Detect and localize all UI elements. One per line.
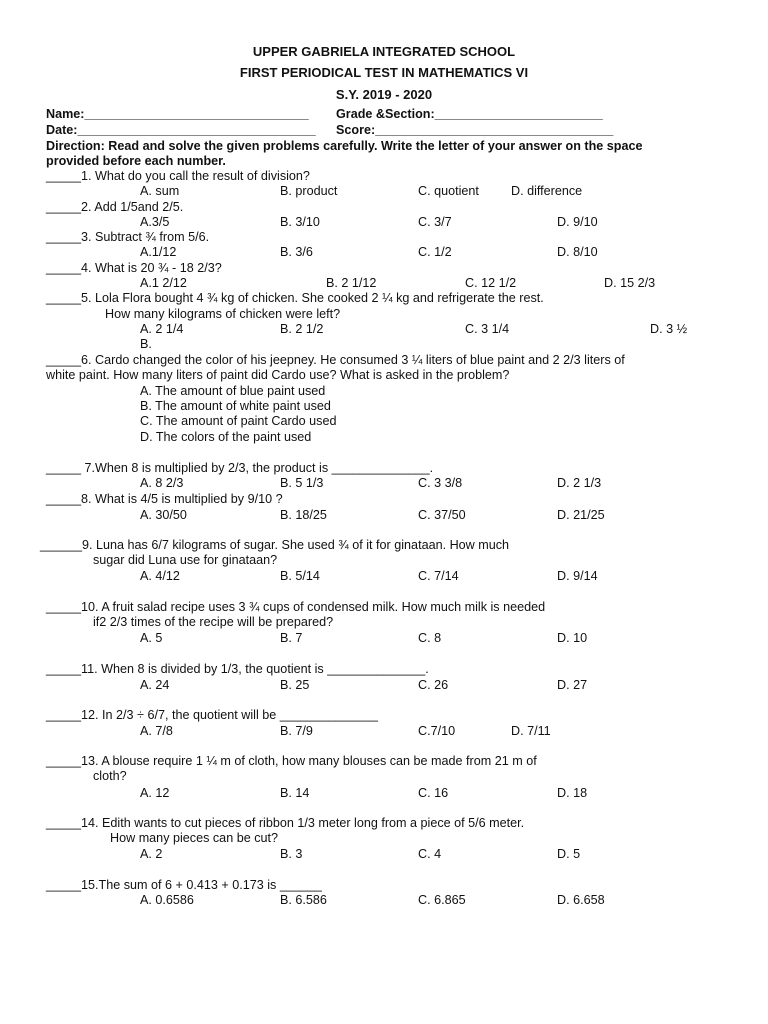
q1-option-a: A. sum: [140, 184, 180, 198]
q8-option-a: A. 30/50: [140, 508, 187, 522]
q3-option-b: B. 3/6: [280, 245, 313, 259]
q8-option-b: B. 18/25: [280, 508, 327, 522]
q10-option-b: B. 7: [280, 631, 303, 645]
q5-option-a: A. 2 1/4: [140, 322, 184, 336]
question-8: _____8. What is 4/5 is multiplied by 9/10 ?: [46, 492, 283, 506]
q13-option-b: B. 14: [280, 786, 310, 800]
q12-option-c: C.7/10: [418, 724, 456, 738]
q5-option-c: C. 3 1/4: [465, 322, 510, 336]
date-field: Date:__________________________________: [46, 123, 316, 137]
question-10: _____10. A fruit salad recipe uses 3 ¾ cups of condensed milk. How much milk is needed: [46, 600, 546, 614]
q14-option-d: D. 5: [557, 847, 581, 861]
question-14: _____14. Edith wants to cut pieces of ribbon 1/3 meter long from a piece of 5/6 meter.: [46, 816, 525, 830]
q1-option-c: C. quotient: [418, 184, 479, 198]
q4-option-b: B. 2 1/12: [326, 276, 377, 290]
q6-option-c: C. The amount of paint Cardo used: [140, 414, 337, 428]
q3-option-a: A.1/12: [140, 245, 177, 259]
question-14-line-2: How many pieces can be cut?: [110, 831, 279, 845]
q8-option-c: C. 37/50: [418, 508, 466, 522]
question-12: _____12. In 2/3 ÷ 6/7, the quotient will be ______________: [46, 708, 378, 722]
q12-option-b: B. 7/9: [280, 724, 313, 738]
q11-option-b: B. 25: [280, 678, 310, 692]
score-field: Score:__________________________________: [336, 123, 614, 137]
question-3: _____3. Subtract ¾ from 5/6.: [46, 230, 210, 244]
q4-option-a: A.1 2/12: [140, 276, 187, 290]
q7-option-b: B. 5 1/3: [280, 476, 324, 490]
grade-section-field: Grade &Section:________________________: [336, 107, 603, 121]
question-9: ______9. Luna has 6/7 kilograms of sugar. She used ¾ of it for ginataan. How much: [40, 538, 510, 552]
question-11: _____11. When 8 is divided by 1/3, the quotient is ______________.: [46, 662, 429, 676]
q15-option-a: A. 0.6586: [140, 893, 194, 907]
school-name: UPPER GABRIELA INTEGRATED SCHOOL: [252, 44, 516, 59]
q3-option-c: C. 1/2: [418, 245, 452, 259]
question-13-line-2: cloth?: [93, 769, 127, 783]
q2-option-b: B. 3/10: [280, 215, 320, 229]
q5-option-d: D. 3 ½: [650, 322, 688, 336]
question-10-line-2: if2 2/3 times of the recipe will be prepared?: [93, 615, 334, 629]
q10-option-d: D. 10: [557, 631, 588, 645]
q9-option-c: C. 7/14: [418, 569, 459, 583]
direction-line-2: provided before each number.: [46, 154, 226, 168]
q7-option-d: D. 2 1/3: [557, 476, 602, 490]
question-5: _____5. Lola Flora bought 4 ¾ kg of chicken. She cooked 2 ¼ kg and refrigerate the rest.: [46, 291, 544, 305]
question-15: _____15.The sum of 6 + 0.413 + 0.173 is ______: [46, 878, 322, 892]
q10-option-a: A. 5: [140, 631, 163, 645]
q5-extra-b: B.: [140, 337, 152, 351]
question-9-line-2: sugar did Luna use for ginataan?: [93, 553, 278, 567]
q7-option-c: C. 3 3/8: [418, 476, 463, 490]
q11-option-a: A. 24: [140, 678, 170, 692]
q1-option-d: D. difference: [511, 184, 583, 198]
q11-option-d: D. 27: [557, 678, 588, 692]
question-6-line-2: white paint. How many liters of paint did Cardo use? What is asked in the problem?: [46, 368, 510, 382]
direction-line-1: Direction: Read and solve the given problems carefully. Write the letter of your answer on the space: [46, 139, 643, 153]
q13-option-a: A. 12: [140, 786, 170, 800]
q3-option-d: D. 8/10: [557, 245, 598, 259]
name-field: Name:________________________________: [46, 107, 309, 121]
q6-option-a: A. The amount of blue paint used: [140, 384, 326, 398]
school-year: S.Y. 2019 - 2020: [335, 87, 433, 102]
q6-option-d: D. The colors of the paint used: [140, 430, 312, 444]
q11-option-c: C. 26: [418, 678, 449, 692]
q15-option-c: C. 6.865: [418, 893, 466, 907]
q15-option-d: D. 6.658: [557, 893, 605, 907]
q14-option-a: A. 2: [140, 847, 163, 861]
question-1: _____1. What do you call the result of division?: [46, 169, 310, 183]
q4-option-c: C. 12 1/2: [465, 276, 517, 290]
test-title: FIRST PERIODICAL TEST IN MATHEMATICS VI: [239, 65, 529, 80]
question-13: _____13. A blouse require 1 ¼ m of cloth, how many blouses can be made from 21 m of: [46, 754, 537, 768]
question-2: _____2. Add 1/5and 2/5.: [46, 200, 184, 214]
q14-option-c: C. 4: [418, 847, 442, 861]
q9-option-d: D. 9/14: [557, 569, 598, 583]
question-5-line-2: How many kilograms of chicken were left?: [105, 307, 341, 321]
q1-option-b: B. product: [280, 184, 338, 198]
q5-option-b: B. 2 1/2: [280, 322, 324, 336]
q7-option-a: A. 8 2/3: [140, 476, 184, 490]
question-6: _____6. Cardo changed the color of his jeepney. He consumed 3 ¼ liters of blue paint and 2 2/3 liters of: [46, 353, 625, 367]
q8-option-d: D. 21/25: [557, 508, 605, 522]
question-4: _____4. What is 20 ¾ - 18 2/3?: [46, 261, 222, 275]
q2-option-a: A.3/5: [140, 215, 170, 229]
q13-option-d: D. 18: [557, 786, 588, 800]
q15-option-b: B. 6.586: [280, 893, 327, 907]
q2-option-c: C. 3/7: [418, 215, 452, 229]
q10-option-c: C. 8: [418, 631, 442, 645]
q4-option-d: D. 15 2/3: [604, 276, 656, 290]
question-7: _____ 7.When 8 is multiplied by 2/3, the product is ______________.: [46, 461, 434, 475]
q2-option-d: D. 9/10: [557, 215, 598, 229]
q14-option-b: B. 3: [280, 847, 303, 861]
q9-option-b: B. 5/14: [280, 569, 320, 583]
q9-option-a: A. 4/12: [140, 569, 180, 583]
q6-option-b: B. The amount of white paint used: [140, 399, 331, 413]
q12-option-d: D. 7/11: [511, 724, 551, 738]
q12-option-a: A. 7/8: [140, 724, 173, 738]
q13-option-c: C. 16: [418, 786, 449, 800]
